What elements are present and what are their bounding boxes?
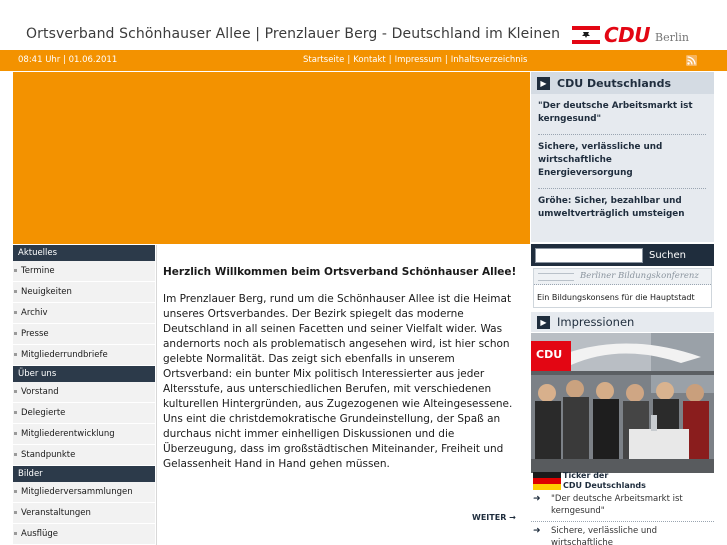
site-header (0, 0, 727, 50)
cdu-news-box (531, 72, 714, 242)
main-content (163, 265, 518, 472)
intro-text: Im Prenzlauer Berg, rund um die Schönhauser Allee ist die Heimat unseres Ortsverbandes. Der Bezirk spiegelt das moderne Deutschland in all seinen Facetten und seiner Vielfalt wider. Was andernorts noch als problematisch angesehen wird, ist hier schon gelebte Normalität. Das zeigt sich ebenfalls in unserem Ortsverband: ein bunter Mix politisch Interessierter aus jeder Altersstufe, aus unterschiedlichen Berufen, mit verschiedenen kulturellen Hintergründen, aus Zugezogenen wie Alteingesessene. Uns eint die christdemokratische Grundeinstellung, der Spaß an durchaus nicht immer einhelligen Diskussionen und die Überzeugung, dass im großstädtischen Miteinander, Freiheit und Gelassenheit Hand in Hand gehen müssen. (163, 293, 513, 470)
sidebar-item-mitgliederentwicklung[interactable]: Mitgliederentwicklung (13, 424, 155, 445)
sidebar-item-presse[interactable]: Presse (13, 324, 155, 345)
nav-separator: | (347, 55, 351, 65)
sidebar-item-termine[interactable]: Termine (13, 261, 155, 282)
sidebar-item-archiv[interactable]: Archiv (13, 303, 155, 324)
impressionen-title: Impressionen (557, 315, 635, 329)
more-link-label: WEITER (472, 513, 507, 522)
arrow-right-icon: ➜ (533, 494, 541, 504)
ticker-item[interactable] (531, 522, 714, 545)
right-column (531, 72, 714, 545)
ticker-item-text: Sichere, verlässliche und wirtschaftliche (551, 526, 658, 545)
arrow-right-icon: ▶ (537, 77, 550, 90)
sidebar-item-ausfluege[interactable]: Ausflüge (13, 524, 155, 545)
konferenz-title-text: Berliner Bildungskonferenz (580, 271, 699, 281)
sidebar-item-standpunkte[interactable]: Standpunkte (13, 445, 155, 466)
left-sidebar (13, 245, 155, 545)
news-link[interactable]: "Der deutsche Arbeitsmarkt ist kerngesund" (538, 100, 706, 135)
arrow-right-icon: → (509, 513, 516, 522)
ticker-label-line1: Ticker der (563, 471, 609, 480)
ticker-item-text: "Der deutsche Arbeitsmarkt ist kerngesund" (551, 494, 683, 516)
logo-city: Berlin (655, 31, 690, 44)
konferenz-subtitle: Ein Bildungskonsens für die Hauptstadt (537, 293, 695, 302)
cdu-news-list (531, 94, 714, 229)
cdu-berlin-logo[interactable] (572, 24, 689, 46)
nav-separator: | (388, 55, 392, 65)
logo-word: CDU (604, 23, 651, 47)
news-link[interactable]: Gröhe: Sicher, bezahlbar und umweltverträglich umsteigen (538, 196, 685, 219)
nav-impressum[interactable]: Impressum (394, 55, 442, 65)
search-input[interactable] (535, 248, 643, 263)
sidebar-item-veranstaltungen[interactable]: Veranstaltungen (13, 503, 155, 524)
photo-sign: CDU (536, 348, 563, 361)
search-button[interactable]: Suchen (649, 249, 687, 261)
sidebar-item-mitgliederversammlungen[interactable]: Mitgliederversammlungen (13, 482, 155, 503)
bildungskonferenz-banner[interactable] (533, 268, 712, 308)
nav-inhaltsverzeichnis[interactable]: Inhaltsverzeichnis (450, 55, 528, 65)
nav-kontakt[interactable]: Kontakt (353, 55, 386, 65)
sidebar-item-mitgliederrundbriefe[interactable]: Mitgliederrundbriefe (13, 345, 155, 366)
nav-separator: | (444, 55, 448, 65)
decorative-lines (538, 273, 574, 281)
news-link[interactable]: Sichere, verlässliche und wirtschaftliche Energieversorgung (538, 141, 706, 189)
page-title: Herzlich Willkommen beim Ortsverband Schönhauser Allee! (163, 266, 517, 278)
arrow-right-icon: ➜ (533, 526, 541, 536)
impressionen-header (531, 312, 714, 332)
rss-icon[interactable] (686, 55, 697, 66)
ticker-list (531, 490, 714, 545)
nav-startseite[interactable]: Startseite (303, 55, 345, 65)
ticker-header (533, 472, 712, 490)
top-bar (0, 50, 727, 71)
sidebar-item-delegierte[interactable]: Delegierte (13, 403, 155, 424)
germany-flag-icon (533, 472, 561, 490)
sidebar-item-neuigkeiten[interactable]: Neuigkeiten (13, 282, 155, 303)
cdu-news-header (531, 72, 714, 94)
sidebar-item-vorstand[interactable]: Vorstand (13, 382, 155, 403)
photo-illustration (531, 333, 714, 473)
search-box (531, 244, 714, 266)
ticker-item[interactable] (531, 490, 714, 522)
cdu-news-title: CDU Deutschlands (557, 76, 671, 90)
impressionen-photo[interactable] (531, 333, 714, 473)
more-link[interactable] (472, 513, 516, 522)
sidebar-section-ueber-uns[interactable]: Über uns (13, 366, 155, 382)
header-banner (13, 72, 530, 244)
ticker-label-line2: CDU Deutschlands (563, 481, 646, 490)
rss-icon-glyph (686, 55, 697, 66)
content-divider (156, 245, 157, 545)
konferenz-title (534, 269, 711, 285)
sidebar-section-aktuelles[interactable]: Aktuelles (13, 245, 155, 261)
right-edge-spacer (714, 72, 727, 244)
arrow-right-icon: ▶ (537, 316, 550, 329)
top-nav (303, 55, 527, 65)
sidebar-section-bilder[interactable]: Bilder (13, 466, 155, 482)
berlin-flag-icon (572, 26, 600, 44)
date-time: 08:41 Uhr | 01.06.2011 (18, 55, 118, 65)
ticker-label (563, 471, 646, 491)
site-title: Ortsverband Schönhauser Allee | Prenzlauer Berg - Deutschland im Kleinen (26, 26, 561, 42)
